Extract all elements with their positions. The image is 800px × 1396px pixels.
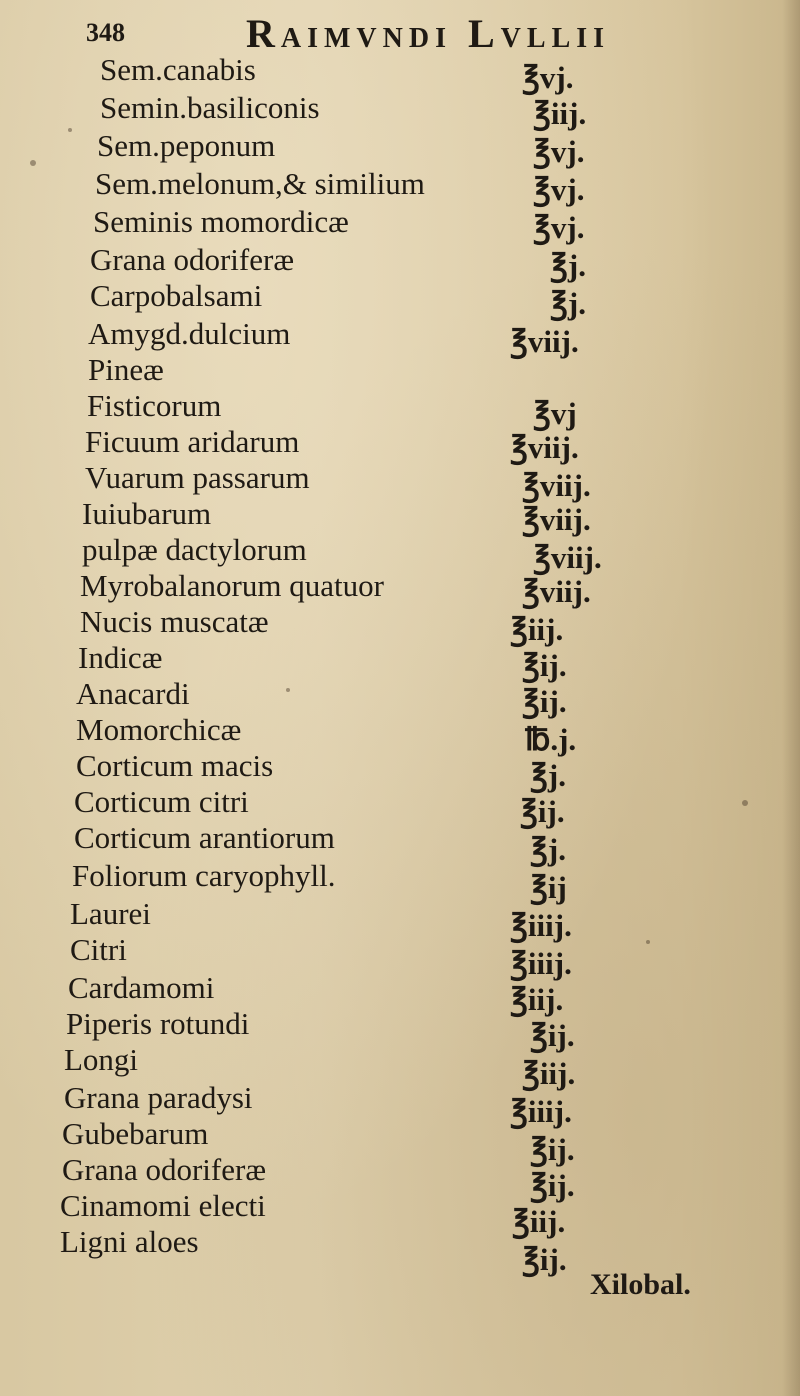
ingredient-name: Sem.canabis	[100, 52, 256, 87]
ingredient-quantity: ℥ij.	[522, 1242, 567, 1277]
ingredient-name: Gubebarum	[62, 1116, 209, 1151]
ingredient-name: Laurei	[70, 896, 151, 931]
ingredient-quantity: ℥j.	[530, 832, 566, 867]
ingredient-quantity: ℥ij.	[530, 1168, 575, 1203]
ingredient-name: Corticum citri	[74, 784, 249, 819]
ingredient-name: Longi	[64, 1042, 139, 1077]
ingredient-name: Carpobalsami	[90, 278, 263, 313]
ingredient-quantity: ℥viij.	[510, 430, 579, 465]
ingredient-quantity: ℥j.	[550, 286, 586, 321]
ingredient-name: Sem.melonum,& similium	[95, 166, 425, 201]
ingredient-quantity: ℥iij.	[533, 96, 587, 131]
ingredient-quantity: ℥vj.	[533, 134, 585, 169]
ingredient-name: Anacardi	[76, 676, 190, 711]
ingredient-quantity: ℥iij.	[510, 612, 564, 647]
ingredient-name: Corticum macis	[76, 748, 274, 783]
ingredient-name: Momorchicæ	[76, 712, 242, 747]
ingredient-quantity: ℥viij.	[533, 540, 602, 575]
ingredient-quantity: ℥iiij.	[510, 1094, 572, 1129]
ingredient-name: Seminis momordicæ	[93, 204, 349, 239]
page-edge-shadow	[782, 0, 800, 1396]
ingredient-quantity: ℥viij.	[522, 574, 591, 609]
ingredient-quantity: ℥iiij.	[510, 908, 572, 943]
ingredient-quantity: ℥iij.	[522, 1056, 576, 1091]
ingredient-quantity: ℥ij.	[520, 794, 565, 829]
ingredient-quantity: ℥viij.	[522, 502, 591, 537]
ingredient-name: Piperis rotundi	[66, 1006, 250, 1041]
ingredient-name: Amygd.dulcium	[88, 316, 291, 351]
ingredient-name: Grana paradysi	[64, 1080, 253, 1115]
ingredient-quantity: ℥viij.	[522, 468, 591, 503]
ingredient-quantity: ℥ij.	[522, 684, 567, 719]
ingredient-name: Ficuum aridarum	[85, 424, 300, 459]
ingredient-quantity: ℥vj	[533, 396, 577, 431]
ingredient-name: Cinamomi electi	[60, 1188, 266, 1223]
ingredient-quantity: ℥vj.	[533, 210, 585, 245]
ingredient-quantity: ℥iij.	[512, 1204, 566, 1239]
ingredient-name: Pineæ	[88, 352, 164, 387]
ingredient-quantity: ℥vj.	[533, 172, 585, 207]
ingredient-name: Iuiubarum	[82, 496, 212, 531]
ingredient-quantity: ℥ij.	[522, 648, 567, 683]
ingredient-name: Corticum arantiorum	[74, 820, 335, 855]
ingredient-name: Indicæ	[78, 640, 163, 675]
running-head: Raimvndi Lvllii	[246, 11, 611, 56]
ingredient-name: Semin.basiliconis	[100, 90, 320, 125]
page-number: 348	[86, 18, 125, 47]
ingredient-name: Cardamomi	[68, 970, 215, 1005]
final-entry: Xilobal.	[590, 1268, 691, 1301]
ingredient-name: Sem.peponum	[97, 128, 276, 163]
ingredient-quantity: ℥j.	[530, 758, 566, 793]
ingredient-quantity: ℥iij.	[510, 982, 564, 1017]
ingredient-quantity: ℔.j.	[525, 722, 577, 757]
ingredient-name: Myrobalanorum quatuor	[80, 568, 384, 603]
ingredient-quantity: ℥vj.	[522, 60, 574, 95]
ingredient-quantity: ℥ij	[530, 870, 567, 905]
ingredient-name: Vuarum passarum	[85, 460, 310, 495]
ingredient-quantity: ℥ij.	[530, 1132, 575, 1167]
ingredient-name: Fisticorum	[87, 388, 222, 423]
ingredient-quantity: ℥iiij.	[510, 946, 572, 981]
ingredient-name: Grana odoriferæ	[90, 242, 294, 277]
ingredient-name: pulpæ dactylorum	[82, 532, 307, 567]
ingredient-name: Grana odoriferæ	[62, 1152, 266, 1187]
ingredient-name: Citri	[70, 932, 127, 967]
ingredient-name: Foliorum caryophyll.	[72, 858, 336, 893]
ingredient-quantity: ℥ij.	[530, 1018, 575, 1053]
ingredient-name: Ligni aloes	[60, 1224, 199, 1259]
ingredient-name: Nucis muscatæ	[80, 604, 269, 639]
ingredient-quantity: ℥viij.	[510, 324, 579, 359]
ingredient-quantity: ℥j.	[550, 248, 586, 283]
